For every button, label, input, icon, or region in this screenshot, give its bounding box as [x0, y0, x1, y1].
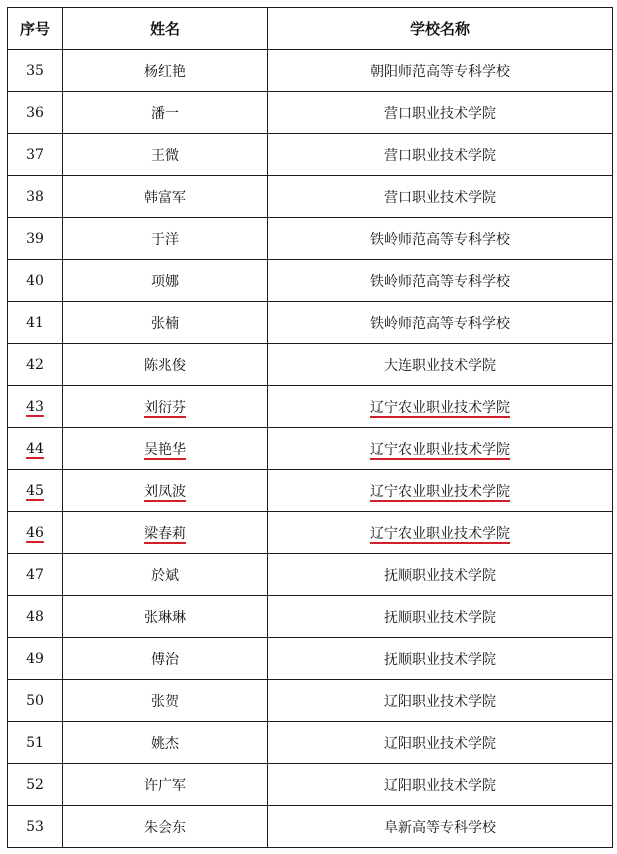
row-school-text: 抚顺职业技术学院 — [384, 651, 496, 668]
row-number-cell — [8, 554, 63, 596]
row-name-text: 项娜 — [151, 273, 179, 290]
row-number-cell — [8, 218, 63, 260]
row-name-cell — [63, 596, 268, 638]
row-name-text: 韩富军 — [144, 189, 186, 206]
table-row — [8, 218, 613, 260]
row-name-text: 陈兆俊 — [144, 357, 186, 374]
row-name-text: 朱会东 — [144, 819, 186, 836]
row-school-cell — [268, 428, 613, 470]
row-number-cell — [8, 596, 63, 638]
row-school-cell — [268, 638, 613, 680]
row-name-cell — [63, 176, 268, 218]
table-row — [8, 344, 613, 386]
row-number-cell — [8, 680, 63, 722]
row-school-cell — [268, 764, 613, 806]
row-number-cell — [8, 50, 63, 92]
row-number-text: 47 — [26, 566, 44, 583]
row-name-text: 刘凤波 — [144, 483, 186, 500]
row-number-cell — [8, 470, 63, 512]
table-body — [8, 50, 613, 848]
row-school-cell — [268, 512, 613, 554]
row-school-cell — [268, 50, 613, 92]
row-name-text: 姚杰 — [151, 735, 179, 752]
row-school-cell — [268, 176, 613, 218]
row-school-text: 大连职业技术学院 — [384, 357, 496, 374]
row-number-text: 53 — [26, 818, 44, 835]
row-school-text: 营口职业技术学院 — [384, 147, 496, 164]
row-school-text: 辽阳职业技术学院 — [384, 693, 496, 710]
row-school-text: 铁岭师范高等专科学校 — [370, 273, 510, 290]
roster-table — [7, 7, 613, 848]
row-number-text: 45 — [26, 482, 44, 499]
row-name-cell — [63, 428, 268, 470]
row-name-text: 於斌 — [151, 567, 179, 584]
row-name-cell — [63, 386, 268, 428]
row-school-text: 朝阳师范高等专科学校 — [370, 63, 510, 80]
row-number-cell — [8, 512, 63, 554]
row-school-cell — [268, 134, 613, 176]
row-name-text: 傅治 — [151, 651, 179, 668]
table-row — [8, 302, 613, 344]
table-row — [8, 260, 613, 302]
row-number-cell — [8, 722, 63, 764]
table-row — [8, 92, 613, 134]
row-name-text: 王微 — [151, 147, 179, 164]
table-row — [8, 764, 613, 806]
row-number-text: 46 — [26, 524, 44, 541]
row-name-text: 潘一 — [151, 105, 179, 122]
row-name-cell — [63, 680, 268, 722]
row-number-text: 50 — [26, 692, 44, 709]
row-number-cell — [8, 302, 63, 344]
row-school-cell — [268, 470, 613, 512]
row-school-cell — [268, 680, 613, 722]
row-number-text: 44 — [26, 440, 44, 457]
table-row — [8, 176, 613, 218]
row-school-text: 铁岭师范高等专科学校 — [370, 315, 510, 332]
table-row — [8, 722, 613, 764]
row-number-cell — [8, 260, 63, 302]
row-name-cell — [63, 764, 268, 806]
row-name-text: 张楠 — [151, 315, 179, 332]
row-number-text: 38 — [26, 188, 44, 205]
row-name-cell — [63, 554, 268, 596]
row-name-text: 许广军 — [144, 777, 186, 794]
row-name-text: 于洋 — [151, 231, 179, 248]
row-name-text: 张琳琳 — [144, 609, 186, 626]
row-number-text: 40 — [26, 272, 44, 289]
table-row — [8, 680, 613, 722]
row-number-cell — [8, 92, 63, 134]
row-school-text: 辽阳职业技术学院 — [384, 777, 496, 794]
row-number-text: 37 — [26, 146, 44, 163]
row-school-cell — [268, 92, 613, 134]
row-school-text: 铁岭师范高等专科学校 — [370, 231, 510, 248]
row-number-text: 51 — [26, 734, 44, 751]
row-school-cell — [268, 596, 613, 638]
row-name-cell — [63, 470, 268, 512]
row-number-cell — [8, 344, 63, 386]
row-number-cell — [8, 176, 63, 218]
row-school-cell — [268, 722, 613, 764]
row-school-cell — [268, 260, 613, 302]
row-school-text: 营口职业技术学院 — [384, 105, 496, 122]
row-name-cell — [63, 50, 268, 92]
row-number-text: 43 — [26, 398, 44, 415]
row-number-text: 36 — [26, 104, 44, 121]
table-row — [8, 554, 613, 596]
row-number-cell — [8, 386, 63, 428]
row-name-cell — [63, 134, 268, 176]
row-name-cell — [63, 806, 268, 848]
row-number-text: 49 — [26, 650, 44, 667]
row-name-cell — [63, 512, 268, 554]
row-name-text: 梁春莉 — [144, 525, 186, 542]
row-school-text: 辽宁农业职业技术学院 — [370, 441, 510, 458]
row-number-text: 35 — [26, 62, 44, 79]
row-number-cell — [8, 134, 63, 176]
row-number-text: 41 — [26, 314, 44, 331]
row-number-text: 52 — [26, 776, 44, 793]
table-row — [8, 638, 613, 680]
row-name-text: 杨红艳 — [144, 63, 186, 80]
row-school-text: 辽宁农业职业技术学院 — [370, 525, 510, 542]
row-school-text: 辽宁农业职业技术学院 — [370, 483, 510, 500]
table-row — [8, 50, 613, 92]
row-number-cell — [8, 428, 63, 470]
row-name-cell — [63, 344, 268, 386]
row-school-text: 辽宁农业职业技术学院 — [370, 399, 510, 416]
row-number-cell — [8, 806, 63, 848]
row-number-text: 39 — [26, 230, 44, 247]
row-school-text: 营口职业技术学院 — [384, 189, 496, 206]
table-row — [8, 596, 613, 638]
table-row — [8, 386, 613, 428]
row-name-text: 吴艳华 — [144, 441, 186, 458]
row-name-text: 张贺 — [151, 693, 179, 710]
row-number-cell — [8, 638, 63, 680]
table-row — [8, 512, 613, 554]
row-name-cell — [63, 218, 268, 260]
row-name-cell — [63, 722, 268, 764]
row-school-text: 抚顺职业技术学院 — [384, 567, 496, 584]
table-row — [8, 134, 613, 176]
row-name-text: 刘衍芬 — [144, 399, 186, 416]
table-row — [8, 470, 613, 512]
row-name-cell — [63, 260, 268, 302]
row-name-cell — [63, 92, 268, 134]
row-school-text: 辽阳职业技术学院 — [384, 735, 496, 752]
table-header-row — [8, 8, 613, 50]
row-school-cell — [268, 344, 613, 386]
row-school-cell — [268, 386, 613, 428]
header-number: 序号 — [8, 8, 63, 50]
row-name-cell — [63, 638, 268, 680]
row-number-text: 48 — [26, 608, 44, 625]
row-school-text: 抚顺职业技术学院 — [384, 609, 496, 626]
header-name: 姓名 — [63, 8, 268, 50]
row-school-cell — [268, 806, 613, 848]
header-school: 学校名称 — [268, 8, 613, 50]
row-number-cell — [8, 764, 63, 806]
row-school-text: 阜新高等专科学校 — [384, 819, 496, 836]
row-school-cell — [268, 554, 613, 596]
row-name-cell — [63, 302, 268, 344]
table-row — [8, 428, 613, 470]
row-school-cell — [268, 218, 613, 260]
row-number-text: 42 — [26, 356, 44, 373]
row-school-cell — [268, 302, 613, 344]
table-row — [8, 806, 613, 848]
